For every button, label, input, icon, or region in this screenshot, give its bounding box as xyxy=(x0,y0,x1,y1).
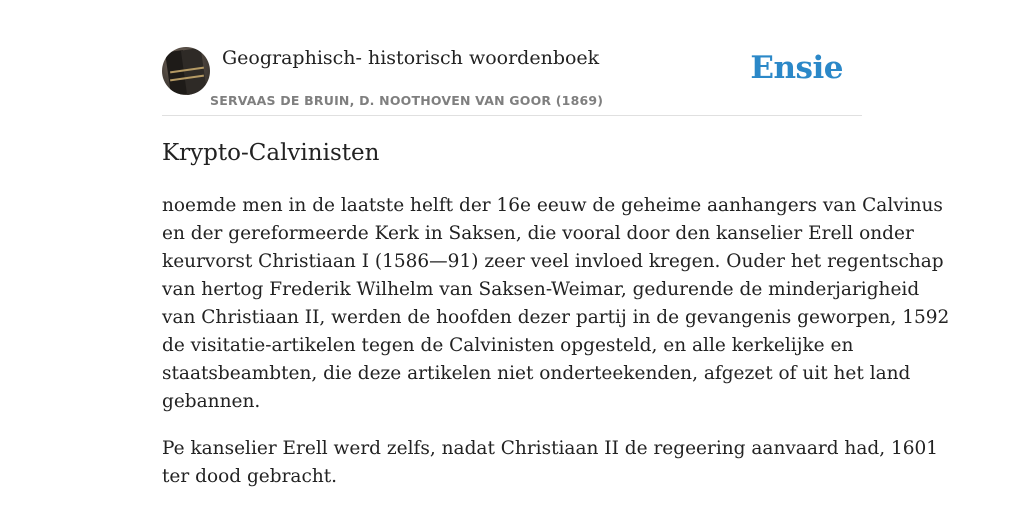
ensie-logo-link[interactable]: Ensie xyxy=(750,50,843,86)
entry-title: Krypto-Calvinisten xyxy=(162,140,380,166)
text-line: de visitatie-artikelen tegen de Calvinisten opgesteld, en alle kerkelijke en xyxy=(162,335,854,356)
entry-content xyxy=(162,192,950,510)
book-title[interactable]: Geographisch- historisch woordenboek xyxy=(222,47,600,69)
text-line: ter dood gebracht. xyxy=(162,466,338,487)
entry-paragraph xyxy=(162,192,950,416)
text-line: van hertog Frederik Wilhelm van Saksen-Weimar, gedurende de minderjarigheid xyxy=(162,279,920,300)
text-line: Pe kanselier Erell werd zelfs, nadat Christiaan II de regeering aanvaard had, 1601 xyxy=(162,438,939,459)
text-line: keurvorst Christiaan I (1586—91) zeer veel invloed kregen. Ouder het regentschap xyxy=(162,251,944,272)
text-line: en der gereformeerde Kerk in Saksen, die vooral door den kanselier Erell onder xyxy=(162,223,914,244)
text-line: van Christiaan II, werden de hoofden dezer partij in de gevangenis geworpen, 1592 xyxy=(162,307,950,328)
book-authors: SERVAAS DE BRUIN, D. NOOTHOVEN VAN GOOR (1869) xyxy=(210,93,604,108)
book-header xyxy=(162,46,862,116)
text-line: gebannen. xyxy=(162,391,261,412)
text-line: noemde men in de laatste helft der 16e eeuw de geheime aanhangers van Calvinus xyxy=(162,195,943,216)
text-line: staatsbeambten, die deze artikelen niet onderteekenden, afgezet of uit het land xyxy=(162,363,911,384)
entry-paragraph xyxy=(162,435,939,491)
book-cover-image[interactable] xyxy=(162,47,210,95)
